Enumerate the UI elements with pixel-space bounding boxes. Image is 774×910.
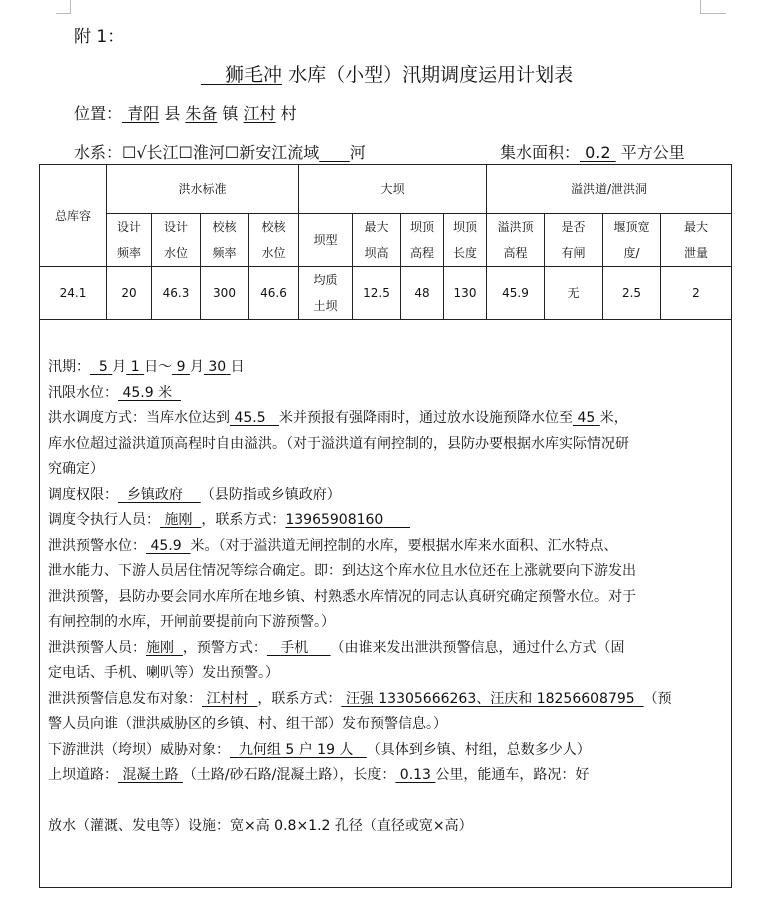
crop-mark xyxy=(56,13,71,14)
column-header: 最大 泄量 xyxy=(661,214,732,267)
warning-target-para: 泄洪预警信息发布对象： 江村村 ，联系方式： 汪强 13305666263、汪庆和 18256608795 （预 警人员向谁（泄洪威胁区的乡镇、村、组干部）发布预警信息。） xyxy=(48,690,672,732)
outlet-line: 放水（灌溉、发电等）设施：宽×高 0.8×1.2 孔径（直径或宽×高） xyxy=(48,817,473,834)
column-header: 溢洪顶 高程 xyxy=(487,214,545,267)
column-header: 设计 水位 xyxy=(152,214,201,267)
catchment-value: 0.2 xyxy=(585,143,611,162)
table-cell: 12.5 xyxy=(353,267,401,320)
crop-mark xyxy=(700,13,726,14)
limit-level-line: 汛限水位： 45.9 米 xyxy=(48,384,173,401)
annex-label: 附 1： xyxy=(74,27,125,47)
column-header: 堰顶宽 度/ xyxy=(603,214,661,267)
dispatch-method-para: 洪水调度方式：当库水位达到 45.5 米并预报有强降雨时，通过放水设施预降水位至 45 米， 库水位超过溢洪道顶高程时自由溢洪。（对于溢洪道有闸控制的，县防办要根据水库实际情况研 究确定） xyxy=(48,410,629,477)
road-line: 上坝道路： 混凝土路 （土路/砂石路/混凝土路），长度： 0.13 公里，能通车，路况：好 xyxy=(48,767,590,783)
executor-line: 调度令执行人员： 施刚 ，联系方式：13965908160 xyxy=(48,512,384,528)
warning-person-para: 泄洪预警人员：施刚 ，预警方式： 手机 （由谁来发出泄洪预警信息，通过什么方式（固 定电话、手机、喇叭等）发出预警。） xyxy=(48,639,625,681)
parameter-table xyxy=(39,164,732,320)
table-cell: 45.9 xyxy=(487,267,545,320)
catchment-area-line: 集水面积： 0.2 平方公里 xyxy=(500,143,685,162)
table-cell: 46.3 xyxy=(152,267,201,320)
dispatch-plan-body xyxy=(48,355,728,839)
authority-line: 调度权限： 乡镇政府 （县防指或乡镇政府） xyxy=(48,486,341,503)
title-rest: 水库（小型）汛期调度运用计划表 xyxy=(282,64,574,86)
county: 青阳 xyxy=(127,104,160,123)
flood-period-line: 汛期： 5 月 1 日～ 9 月 30 日 xyxy=(48,359,245,375)
dam-header: 大坝 xyxy=(299,165,487,214)
column-header: 坝顶 长度 xyxy=(444,214,487,267)
town: 朱备 xyxy=(185,104,218,123)
column-header: 坝型 xyxy=(299,214,353,267)
table-cell: 300 xyxy=(201,267,249,320)
column-header: 设计 频率 xyxy=(107,214,152,267)
threat-line: 下游泄洪（垮坝）威胁对象： 九何组 5 户 19 人 （具体到乡镇、村组，总数多少人） xyxy=(48,741,591,758)
reservoir-name: 狮毛冲 xyxy=(225,64,283,86)
village: 江村 xyxy=(243,104,276,123)
table-row xyxy=(40,267,732,320)
table-cell: 2.5 xyxy=(603,267,661,320)
column-header: 坝顶 高程 xyxy=(401,214,444,267)
table-cell: 130 xyxy=(444,267,487,320)
table-cell: 48 xyxy=(401,267,444,320)
table-cell: 均质 土坝 xyxy=(299,267,353,320)
location-line: 位置： 青阳 县 朱备 镇 江村 村 xyxy=(74,104,297,123)
spillway-header: 溢洪道/泄洪洞 xyxy=(487,165,732,214)
column-header: 校核 水位 xyxy=(249,214,299,267)
flood-standard-header: 洪水标准 xyxy=(107,165,299,214)
table-cell: 46.6 xyxy=(249,267,299,320)
column-header: 校核 频率 xyxy=(201,214,249,267)
warning-level-para: 泄洪预警水位： 45.9 米。（对于溢洪道无闸控制的水库，要根据水库来水面积、汇水特点、 泄水能力、下游人员居住情况等综合确定。即：到达这个库水位且水位还在上涨就要向下游发出 泄洪预警，县防办要会同水库所在地乡镇、村熟悉水库情况的同志认真研究确定预警水位。对于 有闸控制的水库，开闸前要提前向下游预警。） xyxy=(48,537,636,630)
column-header: 是否 有闸 xyxy=(545,214,603,267)
document-title xyxy=(0,60,774,87)
table-cell: 20 xyxy=(107,267,152,320)
crop-mark xyxy=(70,0,71,14)
column-header: 最大 坝高 xyxy=(353,214,401,267)
water-system-line: 水系：☐√长江☐淮河☐新安江流域 河 xyxy=(74,143,366,162)
total-capacity-header: 总库容 xyxy=(40,165,107,267)
table-cell: 无 xyxy=(545,267,603,320)
table-cell: 2 xyxy=(661,267,732,320)
crop-mark xyxy=(700,0,701,14)
table-cell: 24.1 xyxy=(40,267,107,320)
